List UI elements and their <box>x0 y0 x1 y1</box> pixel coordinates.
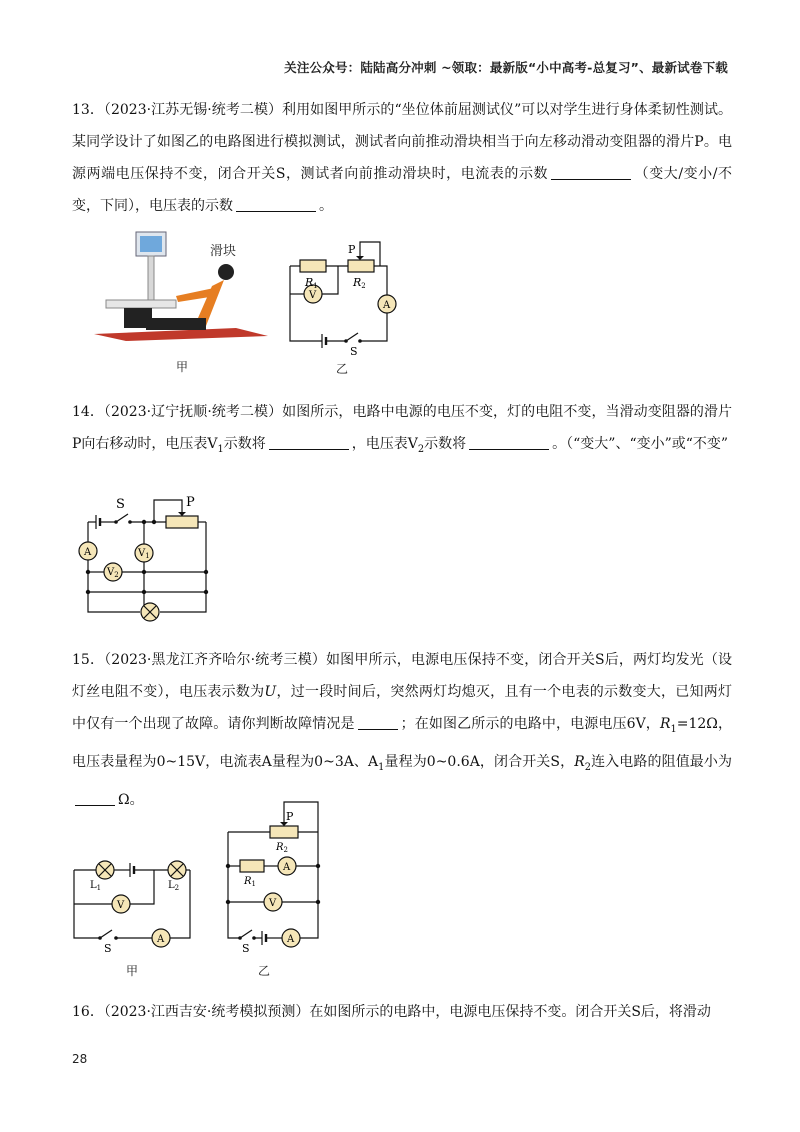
junction <box>86 570 90 574</box>
q14-blank-2[interactable] <box>469 435 549 450</box>
q16-text: 16．（2023·江西吉安·统考模拟预测）在如图所示的电路中，电源电压保持不变。闭合开关S后，将滑动 <box>72 1004 711 1020</box>
q13-text-a: 13．（2023·江苏无锡·统考二模）利用如图甲所示的“坐位体前屈测试仪”可以对学生进行身体柔韧性测试。某同学设计了如图乙的电路图进行模拟测试，测试者向前推动滑块相当于向左移动滑动变阻器的滑片P。电源两端电压保持不变，闭合开关S，测试者向前推动滑块时，电流表的示数 <box>72 102 732 182</box>
q13-caption-left: 甲 <box>176 360 189 374</box>
switch-contact <box>114 936 118 940</box>
label-a: A <box>84 547 92 558</box>
label-a: A <box>157 934 165 945</box>
switch-pivot <box>344 339 348 343</box>
q13-text-b: （变大/变小/不变，下同），电压表的示数 <box>72 166 732 214</box>
q15-blank-1[interactable] <box>358 715 398 730</box>
q15-text-b: ，过一段时间后，突然两灯均熄灭，且有一个电表的示数变大，已知两灯中仅有一个出现了故障。请你判断故障情况是 <box>72 684 732 732</box>
q13-slider-label: 滑块 <box>210 244 237 259</box>
label-s: S <box>242 942 250 955</box>
label-p: P <box>186 495 195 510</box>
junction <box>86 590 90 594</box>
head <box>218 264 234 280</box>
q15-r1-sub: 1 <box>670 723 677 735</box>
label-a: A <box>287 934 295 945</box>
junction <box>316 864 320 868</box>
junction <box>226 900 230 904</box>
label-v2: $V_2$ <box>107 567 119 579</box>
q15-circuit-right <box>224 800 324 955</box>
label-s: S <box>116 497 125 512</box>
q14-sub-2: 2 <box>417 443 425 455</box>
q14-text-d: 示数将 <box>424 436 467 452</box>
label-p: P <box>348 243 356 256</box>
junction <box>142 570 146 574</box>
resistor-r1 <box>240 860 264 872</box>
q14-text-b: 示数将 <box>223 436 266 452</box>
page-header: 关注公众号：陆陆高分冲刺 ~领取：最新版“小中高考-总复习”、最新试卷下载 <box>284 60 728 75</box>
label-v1: $V_1$ <box>138 548 150 560</box>
q15-text-d: =12Ω，电压表量程为0~15V，电流表A量程为0~3A、A <box>72 716 733 770</box>
rheostat-r2 <box>270 826 298 838</box>
junction <box>316 900 320 904</box>
q15-caption-left: 甲 <box>126 964 139 978</box>
q15-text-f: 连入电路的阻值最小为 <box>590 753 732 770</box>
stand-pole <box>148 256 154 304</box>
switch-pivot <box>238 936 242 940</box>
q15-r2: R <box>574 753 585 770</box>
switch-contact <box>128 520 132 524</box>
label-l1: $L_1$ <box>90 880 102 892</box>
q15-circuit-left <box>72 852 192 955</box>
switch-pivot <box>114 520 118 524</box>
q15-blank-2[interactable] <box>75 791 115 806</box>
label-r1: $R_1$ <box>244 876 256 888</box>
rheostat <box>166 516 198 528</box>
legs <box>146 318 206 330</box>
switch-contact <box>358 339 362 343</box>
q13-circuit-diagram <box>286 236 396 358</box>
label-p: P <box>286 810 294 823</box>
q14-sub-1: 1 <box>217 443 224 455</box>
question-13 <box>72 94 732 222</box>
q15-r2-sub: 2 <box>584 761 591 773</box>
q13-blank-2[interactable] <box>236 197 316 212</box>
label-v: V <box>269 898 277 909</box>
q14-circuit-diagram <box>74 496 214 618</box>
question-16 <box>72 996 732 1028</box>
slide-rail <box>106 300 176 308</box>
junction <box>142 590 146 594</box>
q15-r1: R <box>659 716 671 732</box>
question-14 <box>72 396 732 466</box>
q15-caption-right: 乙 <box>258 964 271 978</box>
q13-photo-figure <box>86 226 276 341</box>
junction <box>152 520 156 524</box>
label-r1: R1 <box>305 276 318 290</box>
monitor-screen <box>140 236 162 252</box>
junction <box>204 590 208 594</box>
label-a1: A <box>283 862 291 873</box>
q13-blank-1[interactable] <box>551 165 631 180</box>
q14-text-a: 14．（2023·辽宁抚顺·统考二模）如图所示，电路中电源的电压不变，灯的电阻不变，当滑动变阻器的滑片P向右移动时，电压表V <box>72 404 732 452</box>
q15-text-c: ；在如图乙所示的电路中，电源电压6V， <box>400 716 660 732</box>
label-l2: $L_2$ <box>168 880 180 892</box>
junction <box>204 570 208 574</box>
q15-u: U <box>264 684 277 700</box>
q13-caption-right: 乙 <box>336 362 349 376</box>
switch-pivot <box>98 936 102 940</box>
q14-text-e: 。（“变大”、“变小”或“不变” <box>552 436 729 452</box>
page-number: 28 <box>72 1052 88 1066</box>
label-s: S <box>350 345 358 358</box>
q14-text-c: ，电压表V <box>351 436 418 452</box>
q15-text-a: 15．（2023·黑龙江齐齐哈尔·统考三模）如图甲所示，电源电压保持不变，闭合开关S后，两灯均发光（设灯丝电阻不变），电压表示数为 <box>72 652 732 700</box>
label-v: V <box>117 900 125 911</box>
q15-a1-sub: 1 <box>378 761 385 773</box>
rheostat-r2 <box>348 260 374 272</box>
q14-blank-1[interactable] <box>269 435 349 450</box>
q13-text-c: 。 <box>319 198 333 214</box>
slider-p-arrow <box>356 256 364 260</box>
label-r2: $R_2$ <box>276 842 288 854</box>
q15-text-e: 量程为0~0.6A，闭合开关S， <box>384 753 575 770</box>
label-a: A <box>383 300 391 311</box>
q15-text-g: Ω。 <box>118 791 144 808</box>
resistor-r1 <box>300 260 326 272</box>
label-r2: R2 <box>353 276 366 290</box>
label-v: V <box>309 290 317 301</box>
switch-contact <box>252 936 256 940</box>
question-15 <box>72 644 732 816</box>
junction <box>142 520 146 524</box>
label-s: S <box>104 942 112 955</box>
junction <box>226 864 230 868</box>
